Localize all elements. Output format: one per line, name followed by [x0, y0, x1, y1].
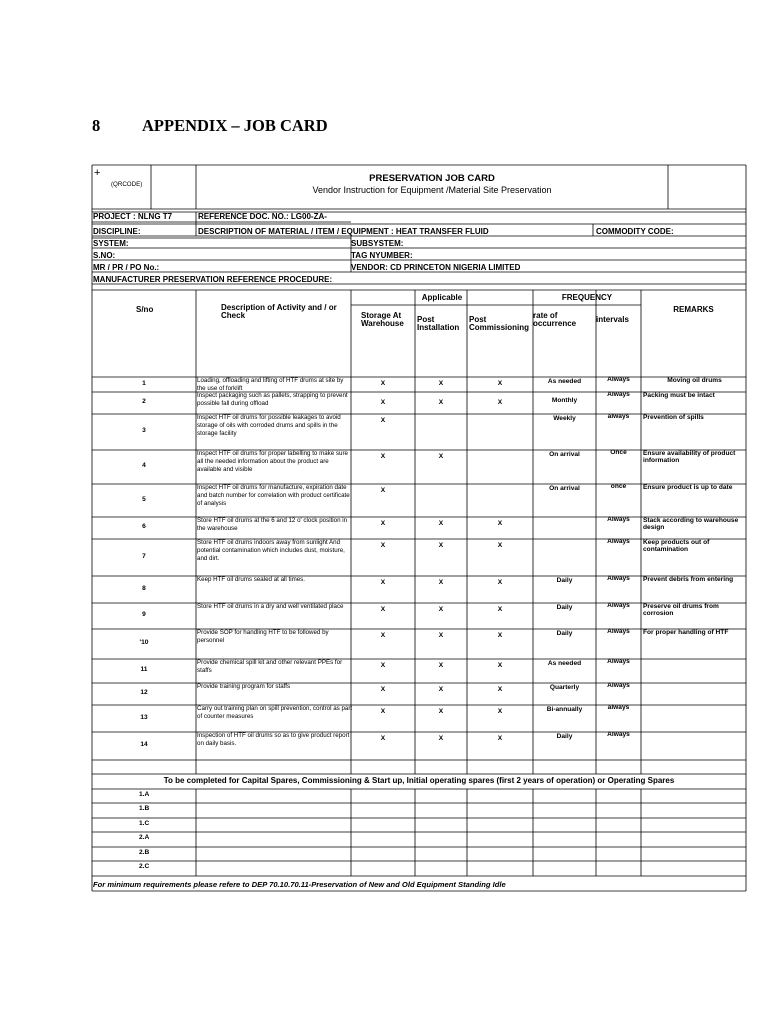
spare-row-label: 1.B: [139, 805, 150, 812]
row-description: Store HTF oil drums indoors away from sunlight And potential contamination which includes dust, moisture, and dirt.: [197, 539, 345, 562]
row-remarks: Prevention of spills: [643, 414, 704, 421]
row-rate: Quarterly: [549, 684, 580, 691]
row-post-installation-mark: X: [438, 632, 444, 639]
row-post-commissioning-mark: X: [497, 708, 503, 715]
row-number: 1: [142, 379, 146, 387]
row-rate: On arrival: [549, 485, 580, 492]
row-post-commissioning-mark: X: [497, 380, 503, 387]
footer-note: For minimum requirements please refere to DEP 70.10.70.11-Preservation of New and Old Equipment Standing Idle: [93, 880, 506, 889]
row-interval: Always: [607, 602, 630, 609]
row-remarks: Prevent debris from entering: [643, 576, 734, 583]
row-post-installation-mark: X: [438, 708, 444, 715]
row-storage-mark: X: [380, 606, 386, 613]
row-rate: Daily: [556, 577, 573, 584]
qr-code-placeholder: (QRCODE): [111, 181, 143, 188]
row-rate: On arrival: [549, 451, 580, 458]
row-interval: Always: [607, 575, 630, 582]
row-description: Inspection of HTF oil drums so as to give product report on daily basis.: [197, 732, 350, 747]
row-remarks: For proper handling of HTF: [643, 629, 729, 636]
card-title: PRESERVATION JOB CARD: [369, 173, 495, 184]
card-subtitle: Vendor Instruction for Equipment /Material Site Preservation: [312, 185, 552, 195]
row-rate: As needed: [547, 378, 582, 385]
row-interval: Once: [610, 449, 627, 456]
col-header-post-installation: Post Installation: [417, 315, 460, 332]
row-description: Inspect HTF oil drums for proper labelling to make sure all the needed information about the product are available and visible: [197, 450, 348, 473]
row-post-commissioning-mark: X: [497, 579, 503, 586]
row-remarks: Ensure availability of product information: [643, 450, 736, 464]
col-header-intervals: intervals: [596, 315, 629, 324]
row-interval: Always: [607, 682, 630, 689]
row-number: 14: [140, 741, 148, 748]
row-storage-mark: X: [380, 708, 386, 715]
row-interval: always: [607, 413, 630, 420]
row-description: Provide chemical spill kit and other relevant PPEs for staffs: [197, 659, 343, 674]
discipline-field: DISCIPLINE:: [93, 227, 141, 236]
commodity-field: COMMODITY CODE:: [596, 227, 674, 236]
row-post-installation-mark: X: [438, 686, 444, 693]
row-description: Inspect packaging such as pallets, strapping to prevent possible fall during offload: [197, 392, 348, 407]
row-interval: Always: [607, 628, 630, 635]
row-post-installation-mark: X: [438, 453, 444, 460]
row-number: 13: [140, 713, 148, 721]
row-storage-mark: X: [380, 662, 386, 669]
row-rate: Daily: [556, 604, 573, 611]
row-post-commissioning-mark: X: [497, 399, 503, 406]
reference-field: REFERENCE DOC. NO.: LG00-ZA-: [198, 212, 327, 221]
spare-row-label: 1.C: [139, 820, 150, 827]
row-description: Store HTF oil drums at the 6 and 12 o' clock position in the warehouse: [197, 517, 348, 532]
system-field: SYSTEM:: [93, 239, 129, 248]
row-interval: Always: [607, 391, 630, 398]
row-post-installation-mark: X: [438, 606, 444, 613]
description-field: DESCRIPTION OF MATERIAL / ITEM / EQUIPMENT : HEAT TRANSFER FLUID: [198, 227, 489, 236]
row-number: '10: [139, 639, 149, 646]
subsystem-field: SUBSYSTEM:: [351, 239, 404, 248]
col-header-frequency: FREQUENCY: [561, 293, 613, 302]
row-number: 12: [140, 689, 148, 696]
col-header-description: Description of Activity and / or Check: [221, 303, 337, 320]
spare-row-label: 2.A: [139, 834, 150, 841]
row-remarks: Preserve oil drums from corrosion: [643, 603, 719, 617]
row-storage-mark: X: [380, 686, 386, 693]
mr-field: MR / PR / PO No.:: [93, 263, 160, 272]
manufacturer-procedure-field: MANUFACTURER PRESERVATION REFERENCE PROCEDURE:: [93, 275, 333, 284]
row-post-commissioning-mark: X: [497, 735, 503, 742]
row-number: 11: [140, 666, 148, 673]
row-rate: Daily: [556, 630, 573, 637]
row-description: Provide training program for staffs: [197, 683, 291, 690]
row-description: Keep HTF oil drums sealed at all times.: [197, 576, 305, 583]
row-rate: Monthly: [551, 397, 578, 404]
row-post-installation-mark: X: [438, 520, 444, 527]
row-storage-mark: X: [380, 520, 386, 527]
row-post-commissioning-mark: X: [497, 632, 503, 639]
row-storage-mark: X: [380, 735, 386, 742]
row-post-installation-mark: X: [438, 579, 444, 586]
row-number: 4: [142, 462, 146, 469]
row-interval: Always: [607, 516, 630, 523]
row-description: Inspect HTF oil drums for possible leakages to avoid storage of oils with corroded drums and spills in the storage facility: [197, 414, 341, 437]
row-post-installation-mark: X: [438, 662, 444, 669]
spare-row-label: 1.A: [139, 791, 150, 798]
project-field: PROJECT : NLNG T7: [93, 212, 173, 221]
capital-spares-note: To be completed for Capital Spares, Commissioning & Start up, Initial operating spares (first 2 years of operation) or Operating Spares: [163, 776, 675, 785]
row-number: 3: [142, 427, 146, 434]
qr-mark: +: [94, 167, 101, 179]
row-description: Inspect HTF oil drums for manufacture, expiration date and batch number for correlation with product certificate of analysis: [197, 484, 350, 507]
row-number: 9: [142, 611, 146, 618]
row-remarks: Moving oil drums: [667, 377, 722, 384]
row-number: 6: [142, 523, 146, 530]
row-storage-mark: X: [380, 487, 386, 494]
row-storage-mark: X: [380, 399, 386, 406]
row-post-commissioning-mark: X: [497, 520, 503, 527]
section-title: APPENDIX – JOB CARD: [142, 116, 328, 135]
row-post-installation-mark: X: [438, 380, 444, 387]
row-description: Carry out training plan on spill prevention, control as part of counter measures: [197, 705, 353, 720]
tag-field: TAG NYUMBER:: [351, 251, 413, 260]
col-header-applicable: Applicable: [421, 293, 463, 302]
row-number: 2: [142, 398, 146, 405]
spare-row-label: 2.B: [139, 849, 150, 856]
row-interval: once: [610, 483, 627, 490]
row-description: Provide SOP for handling HTF to be followed by personnel: [197, 629, 329, 644]
row-post-commissioning-mark: X: [497, 542, 503, 549]
row-interval: Always: [607, 376, 630, 383]
row-rate: Bi-annually: [546, 706, 583, 713]
row-number: 8: [142, 584, 146, 592]
row-storage-mark: X: [380, 579, 386, 586]
row-storage-mark: X: [380, 542, 386, 549]
row-interval: Always: [607, 731, 630, 738]
sno-field: S.NO:: [93, 251, 116, 260]
row-post-commissioning-mark: X: [497, 686, 503, 693]
row-remarks: Stack according to warehouse design: [643, 517, 739, 531]
row-rate: As needed: [547, 660, 582, 667]
row-remarks: Ensure product is up to date: [643, 484, 733, 491]
row-interval: always: [607, 704, 630, 711]
row-interval: Always: [607, 538, 630, 545]
row-storage-mark: X: [380, 632, 386, 639]
spare-row-label: 2.C: [139, 863, 150, 870]
row-rate: Weekly: [553, 415, 576, 422]
section-number: 8: [92, 116, 101, 135]
row-post-commissioning-mark: X: [497, 606, 503, 613]
row-remarks: Packing must be intact: [643, 392, 715, 399]
vendor-field: VENDOR: CD PRINCETON NIGERIA LIMITED: [351, 263, 521, 272]
col-header-rate: rate of occurrence: [533, 311, 577, 328]
row-interval: Always: [607, 658, 630, 665]
row-post-installation-mark: X: [438, 399, 444, 406]
row-storage-mark: X: [380, 453, 386, 460]
row-description: Store HTF oil drums in a dry and well ventilated place: [197, 603, 344, 610]
col-header-sno: S/no: [136, 305, 154, 314]
col-header-post-commissioning: Post Commissioning: [469, 315, 530, 332]
row-description: Loading, offloading and lifting of HTF drums at site by the use of forklift: [197, 377, 344, 392]
row-post-installation-mark: X: [438, 735, 444, 742]
row-post-installation-mark: X: [438, 542, 444, 549]
row-storage-mark: X: [380, 380, 386, 387]
row-rate: Daily: [556, 733, 573, 740]
row-remarks: Keep products out of contamination: [643, 539, 710, 553]
row-storage-mark: X: [380, 417, 386, 424]
row-number: 5: [142, 495, 146, 503]
col-header-storage: Storage At Warehouse: [361, 311, 404, 328]
row-post-commissioning-mark: X: [497, 662, 503, 669]
col-header-remarks: REMARKS: [673, 305, 714, 314]
row-number: 7: [142, 552, 146, 560]
